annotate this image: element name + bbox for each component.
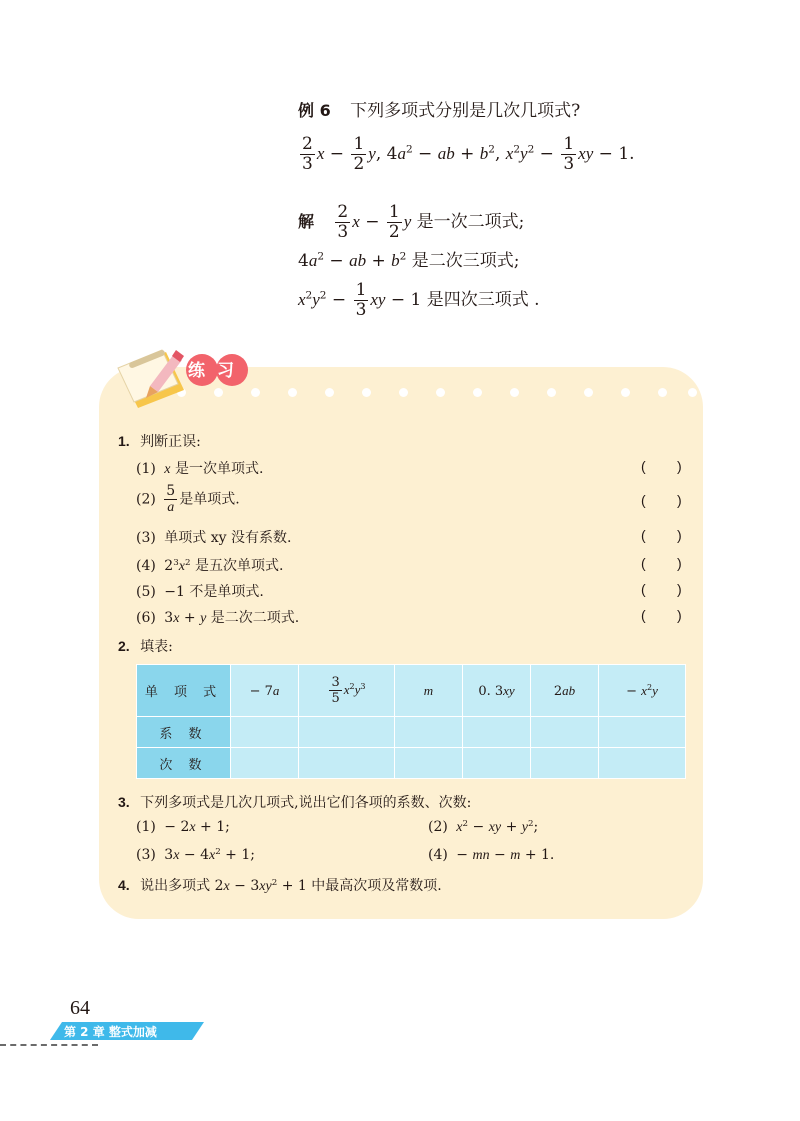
solution-line-3: $x^2y^2$ − $\frac{1}{3}$ xy − 1 是四次三项式 . <box>298 280 540 320</box>
coefficient-cell[interactable] <box>299 717 395 748</box>
question-1-number: 1. <box>118 433 130 449</box>
question-1-heading <box>118 431 201 451</box>
monomial-cell: 2ab <box>531 665 599 717</box>
solution-answer-1: 是一次二项式; <box>416 212 525 232</box>
coefficient-cell[interactable] <box>395 717 463 748</box>
row-header-monomial: 单 项 式 <box>137 665 231 717</box>
page-divider <box>0 1044 98 1046</box>
q3-item-4-label: (4) <box>428 847 448 863</box>
question-4-text-before: 说出多项式 <box>140 878 211 894</box>
q3-item-1-label: (1) <box>136 819 156 835</box>
solution-line-1: 解 $\frac{2}{3}$ x − $\frac{1}{2}$ y 是一次二项式; <box>298 202 525 242</box>
question-4: 4. 说出多项式 $2x - 3xy^2 + 1$ 中最高次项及常数项. <box>118 877 442 894</box>
q1-item-4-text: 是五次单项式. <box>194 558 284 574</box>
solution-answer-3: 是四次三项式 . <box>426 290 540 310</box>
table-row-coefficient <box>137 717 686 748</box>
q3-item-3-label: (3) <box>136 847 156 863</box>
question-4-number: 4. <box>118 877 130 893</box>
example-question: 下列多项式分别是几次几项式? <box>350 101 581 121</box>
degree-cell[interactable] <box>531 748 599 779</box>
q1-item-1-label: (1) <box>136 461 156 477</box>
coefficient-cell[interactable] <box>599 717 686 748</box>
coefficient-cell[interactable] <box>531 717 599 748</box>
q1-item-2-text: 是单项式. <box>179 491 240 508</box>
monomial-cell: 0. 3xy <box>463 665 531 717</box>
question-2-heading <box>118 636 173 656</box>
solution-line-2: $4a^2$ − ab + $b^2$ 是二次三项式; <box>298 250 520 271</box>
coefficient-cell[interactable] <box>463 717 531 748</box>
q3-item-1: (1) − 2x + 1; <box>136 819 230 835</box>
solution-answer-2: 是二次三项式; <box>411 251 520 271</box>
question-3-title: 下列多项式是几次几项式,说出它们各项的系数、次数: <box>140 795 472 811</box>
example-tag: 例 6 <box>298 101 331 120</box>
degree-cell[interactable] <box>395 748 463 779</box>
page-number: 64 <box>70 997 90 1019</box>
q1-item-3-text: 单项式 xy 没有系数. <box>164 530 292 546</box>
table-row-monomial <box>137 665 686 717</box>
degree-cell[interactable] <box>463 748 531 779</box>
monomial-cell: $\frac{3}{5}$ $x^2y^3$ <box>299 665 395 717</box>
q1-item-5-label: (5) <box>136 584 156 600</box>
degree-cell[interactable] <box>231 748 299 779</box>
q1-item-6-label: (6) <box>136 610 156 626</box>
q3-item-2: (2) $x^2$ − xy + $y^2$; <box>428 818 539 835</box>
row-header-coefficient: 系 数 <box>137 717 231 748</box>
practice-title: 练习 <box>188 361 246 381</box>
row-header-degree: 次 数 <box>137 748 231 779</box>
q1-item-4-label: (4) <box>136 558 156 574</box>
fill-in-table <box>136 664 686 779</box>
question-3-heading <box>118 792 471 812</box>
q1-item-1: (1) x 是一次单项式. <box>136 461 264 477</box>
q1-item-5 <box>136 581 264 601</box>
question-3-number: 3. <box>118 794 130 810</box>
solution-tag: 解 <box>298 212 315 231</box>
q1-item-1-text: 是一次单项式. <box>174 461 264 477</box>
example-polynomials: $\frac{2}{3}$ x − $\frac{1}{2}$ y, $4a^2$ − ab + $b^2$, $x^2y^2$ − $\frac{1}{3}$ xy − 1. <box>302 134 635 174</box>
degree-cell[interactable] <box>599 748 686 779</box>
q1-item-6: (6) 3x + y 是二次二项式. <box>136 610 300 626</box>
q1-item-2-label: (2) <box>136 491 156 508</box>
q1-item-3-label: (3) <box>136 530 156 546</box>
q1-item-2: (2) $\frac{5}{a}$ 是单项式. <box>136 483 240 515</box>
monomial-cell: − $x^2y$ <box>599 665 686 717</box>
q1-item-4: (4) $2^3x^2$ 是五次单项式. <box>136 557 284 574</box>
q3-item-2-label: (2) <box>428 819 448 835</box>
q1-item-3 <box>136 527 291 547</box>
coefficient-cell[interactable] <box>231 717 299 748</box>
question-2-title: 填表: <box>140 639 173 655</box>
question-4-text-after: 中最高次项及常数项. <box>311 878 442 894</box>
chapter-title: 第 2 章 整式加减 <box>64 1025 157 1039</box>
degree-cell[interactable] <box>299 748 395 779</box>
q1-item-6-text: 是二次二项式. <box>210 610 300 626</box>
question-2-number: 2. <box>118 638 130 654</box>
question-1-title: 判断正误: <box>140 434 201 450</box>
table-row-degree <box>137 748 686 779</box>
q1-item-5-text: −1 不是单项式. <box>164 584 264 600</box>
exercise-list: 1. 判断正误: (1) x 是一次单项式. (2) $\frac{5}{a}$ 是单项式. (3) 单项式 xy 没有系数. (4) $2^3x^2$ 是五次单项式. (5) −1 不是单项式. (6) 3x + y 是二次二项式. ( ) ( ) ( ) ( ) ( ) ( ) 2. 填表: 单 项 式 − 7a $\frac{3}{5}$ $x^2y^3$ m 0. 3xy 2ab − $x^2y$ 系 数 次 数 3. 下列多项式是几次几项式,说出它们各项的系数、次数: (1) − 2x + 1; (2) $x^2$ − xy + $y^2$; (3) $3x - 4x^2 + 1$; (4) − mn − m + 1. 4. 说出多项式 $2x - 3xy^2 + 1$ 中最高次项及常数项. <box>0 0 800 1121</box>
q3-item-3: (3) $3x - 4x^2 + 1$; <box>136 846 255 863</box>
monomial-cell: m <box>395 665 463 717</box>
monomial-cell: − 7a <box>231 665 299 717</box>
q3-item-4: (4) − mn − m + 1. <box>428 847 555 863</box>
